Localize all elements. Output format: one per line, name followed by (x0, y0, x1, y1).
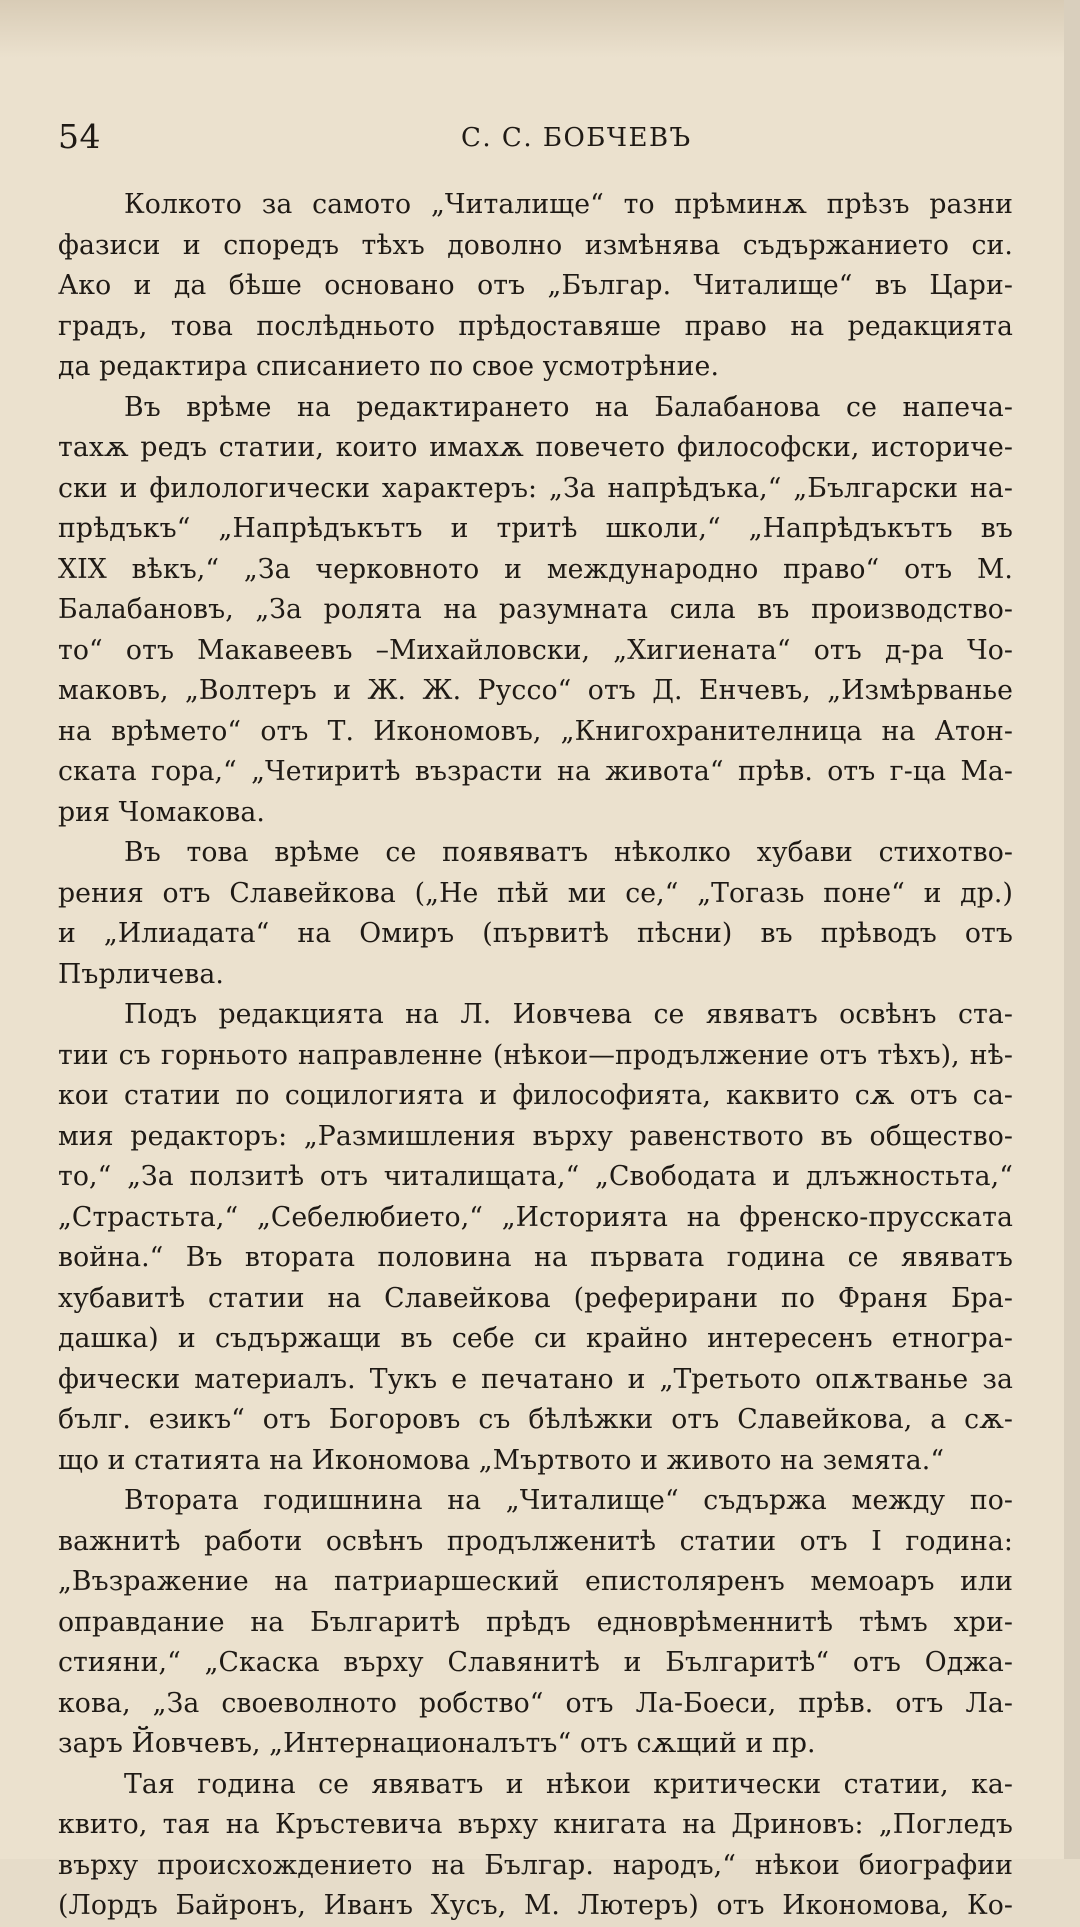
paragraph-3-line-3: и „Илиадата“ на Омиръ (първитѣ пѣсни) въ прѣводъ отъ (58, 918, 1013, 949)
paragraph-2-line-11: рия Чомакова. (58, 796, 266, 828)
paragraph-2-line-3: ски и филологически характеръ: „За напрѣдъка,“ „Български на- (58, 472, 1013, 504)
paragraph-4-line-8: хубавитѣ статии на Славейкова (реферирани по Франя Бра- (58, 1282, 1013, 1314)
paragraph-4-line-7: война.“ Въ втората половина на първата година се явяватъ (58, 1242, 1013, 1273)
paragraph-1-line-2: фазиси и споредъ тѣхъ доволно измѣнява съдържанието си. (58, 229, 1013, 261)
paragraph-1-line-1: Колкото за самото „Читалище“ то прѣминѫ прѣзъ разни (124, 189, 1013, 220)
paragraph-2-line-6: Балабановъ, „За ролята на разумната сила въ производство- (58, 594, 1013, 625)
running-title: С. С. БОБЧЕВЪ (461, 123, 692, 153)
paragraph-3-line-1: Въ това врѣме се появяватъ нѣколко хубави стихотво- (124, 837, 1013, 868)
paragraph-5-line-1: Втората годишнина на „Читалище“ съдържа между по- (124, 1485, 1013, 1516)
page-number: 54 (58, 117, 101, 156)
paragraph-5-line-7: заръ Йовчевъ, „Интернационалътъ“ отъ сѫщий и пр. (58, 1728, 816, 1759)
paragraph-3-line-4: Пърличева. (58, 958, 224, 990)
paragraph-1-line-5: да редактира списанието по свое усмотрѣние. (58, 351, 720, 382)
paragraph-4-line-11: бълг. езикъ“ отъ Богоровъ съ бѣлѣжки отъ Славейкова, а сѫ- (58, 1404, 1013, 1435)
paragraph-3-line-2: рения отъ Славейкова („Не пѣй ми се,“ „Тогазь поне“ и др.) (58, 877, 1013, 909)
paragraph-2-line-7: то“ отъ Макавеевъ –Михайловски, „Хигиената“ отъ д-ра Чо- (58, 634, 1013, 666)
paragraph-5-line-6: кова, „За своеволното робство“ отъ Ла-Боеси, прѣв. отъ Ла- (58, 1687, 1013, 1719)
paragraph-4-line-3: кои статии по социлогията и философията, каквито сѫ отъ са- (58, 1080, 1013, 1111)
paragraph-5-line-3: „Възражение на патриаршеский епистоляренъ мемоаръ или (58, 1566, 1013, 1597)
paragraph-5-line-4: оправдание на Българитѣ прѣдъ едноврѣменнитѣ тѣмъ хри- (58, 1606, 1013, 1638)
paragraph-4-line-1: Подъ редакцията на Л. Иовчева се явяватъ освѣнъ ста- (124, 999, 1013, 1030)
paragraph-5-line-5: стияни,“ „Скаска върху Славянитѣ и Българитѣ“ отъ Оджа- (58, 1647, 1013, 1678)
paragraph-2-line-9: на врѣмето“ отъ Т. Икономовъ, „Книгохранителница на Атон- (58, 715, 1013, 747)
paragraph-6-line-3: върху происхождението на Българ. народъ,“ нѣкои биографии (58, 1849, 1013, 1881)
paragraph-6-line-4: (Лордъ Байронъ, Иванъ Хусъ, М. Лютеръ) отъ Икономова, Ко- (58, 1890, 1013, 1921)
paragraph-1-line-4: градъ, това послѣдньото прѣдоставяше право на редакцията (58, 310, 1013, 342)
paragraph-4-line-6: „Страстьта,“ „Себелюбието,“ „Историята на френско-прусската (58, 1201, 1013, 1233)
paragraph-4-line-2: тии съ горньото направленне (нѣкои—продължение отъ тѣхъ), нѣ- (58, 1039, 1013, 1071)
paragraph-2-line-10: ската гора,“ „Четиритѣ възрасти на живота“ прѣв. отъ г-ца Ма- (58, 756, 1013, 787)
paragraph-4-line-4: мия редакторъ: „Размишления върху равенството въ общество- (58, 1120, 1013, 1152)
paragraph-5-line-2: важнитѣ работи освѣнъ продълженитѣ статии отъ I година: (58, 1525, 1013, 1557)
paragraph-4-line-9: дашка) и съдържащи въ себе си крайно интересенъ етногра- (58, 1323, 1013, 1354)
paragraph-2-line-5: XIX вѣкъ,“ „За черковното и международно право“ отъ М. (58, 553, 1013, 585)
paragraph-2-line-1: Въ врѣме на редактирането на Балабанова се напеча- (124, 391, 1013, 423)
paragraph-6-line-2: квито, тая на Кръстевича върху книгата на Дриновъ: „Погледъ (58, 1809, 1013, 1840)
paragraph-4-line-10: фически материалъ. Тукъ е печатано и „Третьото опѫтванье за (58, 1363, 1013, 1395)
paragraph-6-line-1: Тая година се явяватъ и нѣкои критически статии, ка- (124, 1768, 1013, 1800)
paragraph-2-line-4: прѣдъкъ“ „Напрѣдъкътъ и тритѣ школи,“ „Напрѣдъкътъ въ (58, 513, 1013, 544)
paragraph-4-line-5: то,“ „За ползитѣ отъ читалищата,“ „Свободата и длъжностьта,“ (58, 1161, 1013, 1192)
paragraph-2-line-2: тахѫ редъ статии, които имахѫ повечето философски, историче- (58, 432, 1013, 463)
paragraph-2-line-8: маковъ, „Волтеръ и Ж. Ж. Руссо“ отъ Д. Енчевъ, „Измѣрванье (58, 675, 1013, 706)
paragraph-4-line-12: що и статията на Икономова „Мъртвото и живото на земята.“ (58, 1444, 945, 1476)
running-head (58, 118, 1008, 156)
paragraph-1-line-3: Ако и да бѣше основано отъ „Българ. Читалище“ въ Цари- (58, 270, 1013, 301)
body-text (58, 185, 1013, 1927)
